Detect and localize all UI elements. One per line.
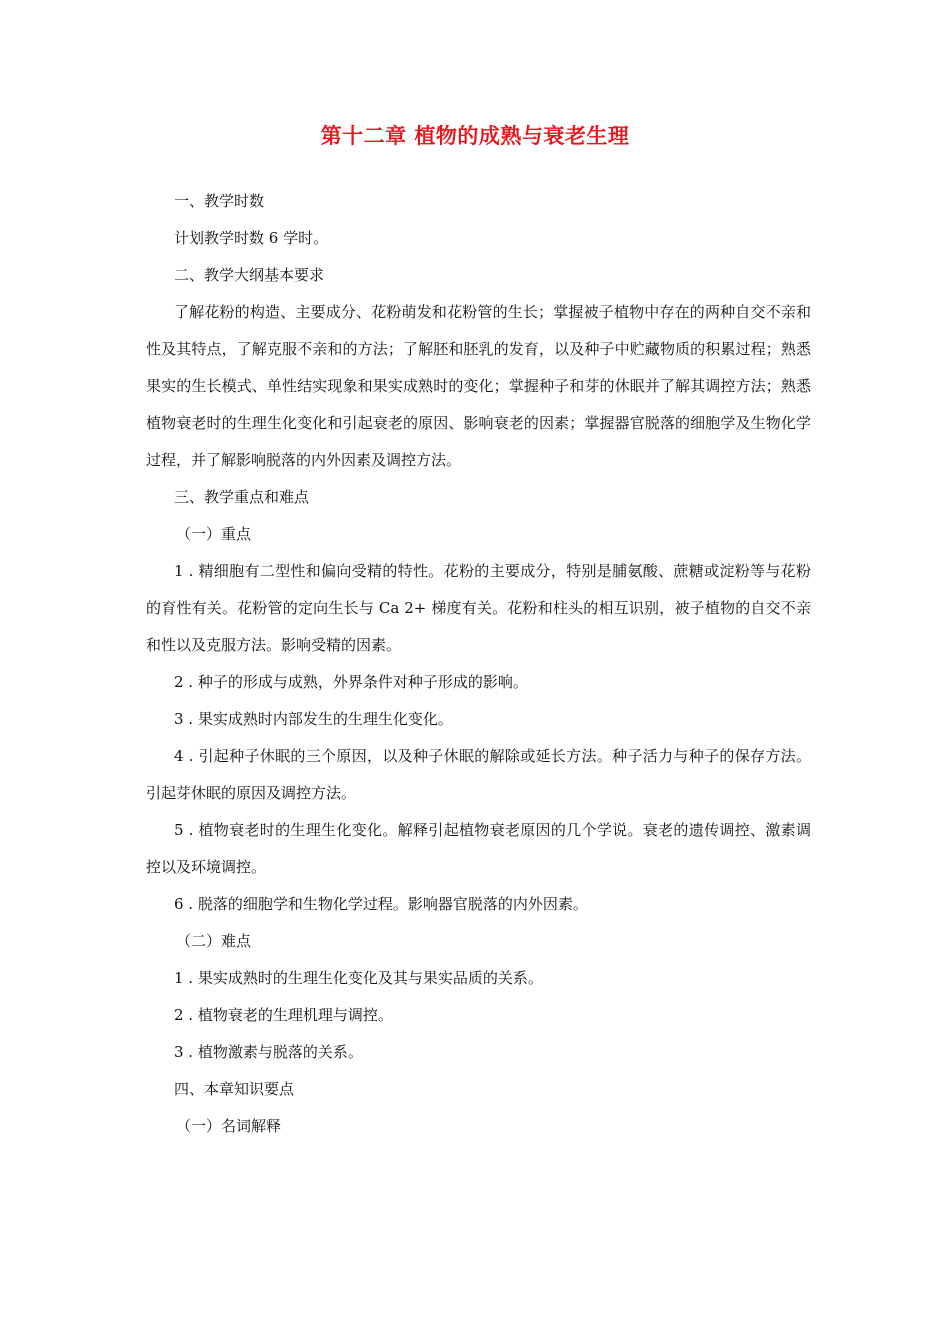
subheading-key: （一）重点 — [176, 525, 252, 543]
hours-text: 计划教学时数 6 学时。 — [174, 229, 329, 247]
list-item: 2 . 种子的形成与成熟，外界条件对种子形成的影响。 — [174, 673, 528, 691]
document-body — [146, 183, 811, 1145]
list-item: 1 . 果实成熟时的生理生化变化及其与果实品质的关系。 — [174, 969, 543, 987]
list-item: 1 . 精细胞有二型性和偏向受精的特性。花粉的主要成分，特别是脯氨酸、蔗糖或淀粉等与花粉的育性有关。花粉管的定向生长与 Ca 2+ 梯度有关。花粉和柱头的相互识别，被子植物的自交不亲和性以及克服方法。影响受精的因素。 — [146, 562, 811, 654]
subheading-difficulty: （二）难点 — [176, 932, 252, 950]
syllabus-paragraph: 了解花粉的构造、主要成分、花粉萌发和花粉管的生长；掌握被子植物中存在的两种自交不亲和性及其特点，了解克服不亲和的方法；了解胚和胚乳的发育，以及种子中贮藏物质的积累过程；熟悉果实的生长模式、单性结实现象和果实成熟时的变化；掌握种子和芽的休眠并了解其调控方法；熟悉植物衰老时的生理生化变化和引起衰老的原因、影响衰老的因素；掌握器官脱落的细胞学及生物化学过程，并了解影响脱落的内外因素及调控方法。 — [146, 303, 811, 469]
list-item: 5 . 植物衰老时的生理生化变化。解释引起植物衰老原因的几个学说。衰老的遗传调控、激素调控以及环境调控。 — [146, 821, 811, 876]
section-heading-knowledge: 四、本章知识要点 — [174, 1080, 295, 1098]
subheading-terms: （一）名词解释 — [176, 1117, 282, 1135]
list-item: 4 . 引起种子休眠的三个原因，以及种子休眠的解除或延长方法。种子活力与种子的保存方法。引起芽休眠的原因及调控方法。 — [146, 747, 811, 802]
list-item: 6 . 脱落的细胞学和生物化学过程。影响器官脱落的内外因素。 — [174, 895, 588, 913]
list-item: 3 . 植物激素与脱落的关系。 — [174, 1043, 363, 1061]
list-item: 3 . 果实成熟时内部发生的生理生化变化。 — [174, 710, 453, 728]
list-item: 2 . 植物衰老的生理机理与调控。 — [174, 1006, 393, 1024]
section-heading-syllabus: 二、教学大纲基本要求 — [174, 266, 325, 284]
chapter-title: 第十二章 植物的成熟与衰老生理 — [320, 124, 630, 148]
section-heading-hours: 一、教学时数 — [174, 192, 265, 210]
section-heading-key-points: 三、教学重点和难点 — [174, 488, 310, 506]
